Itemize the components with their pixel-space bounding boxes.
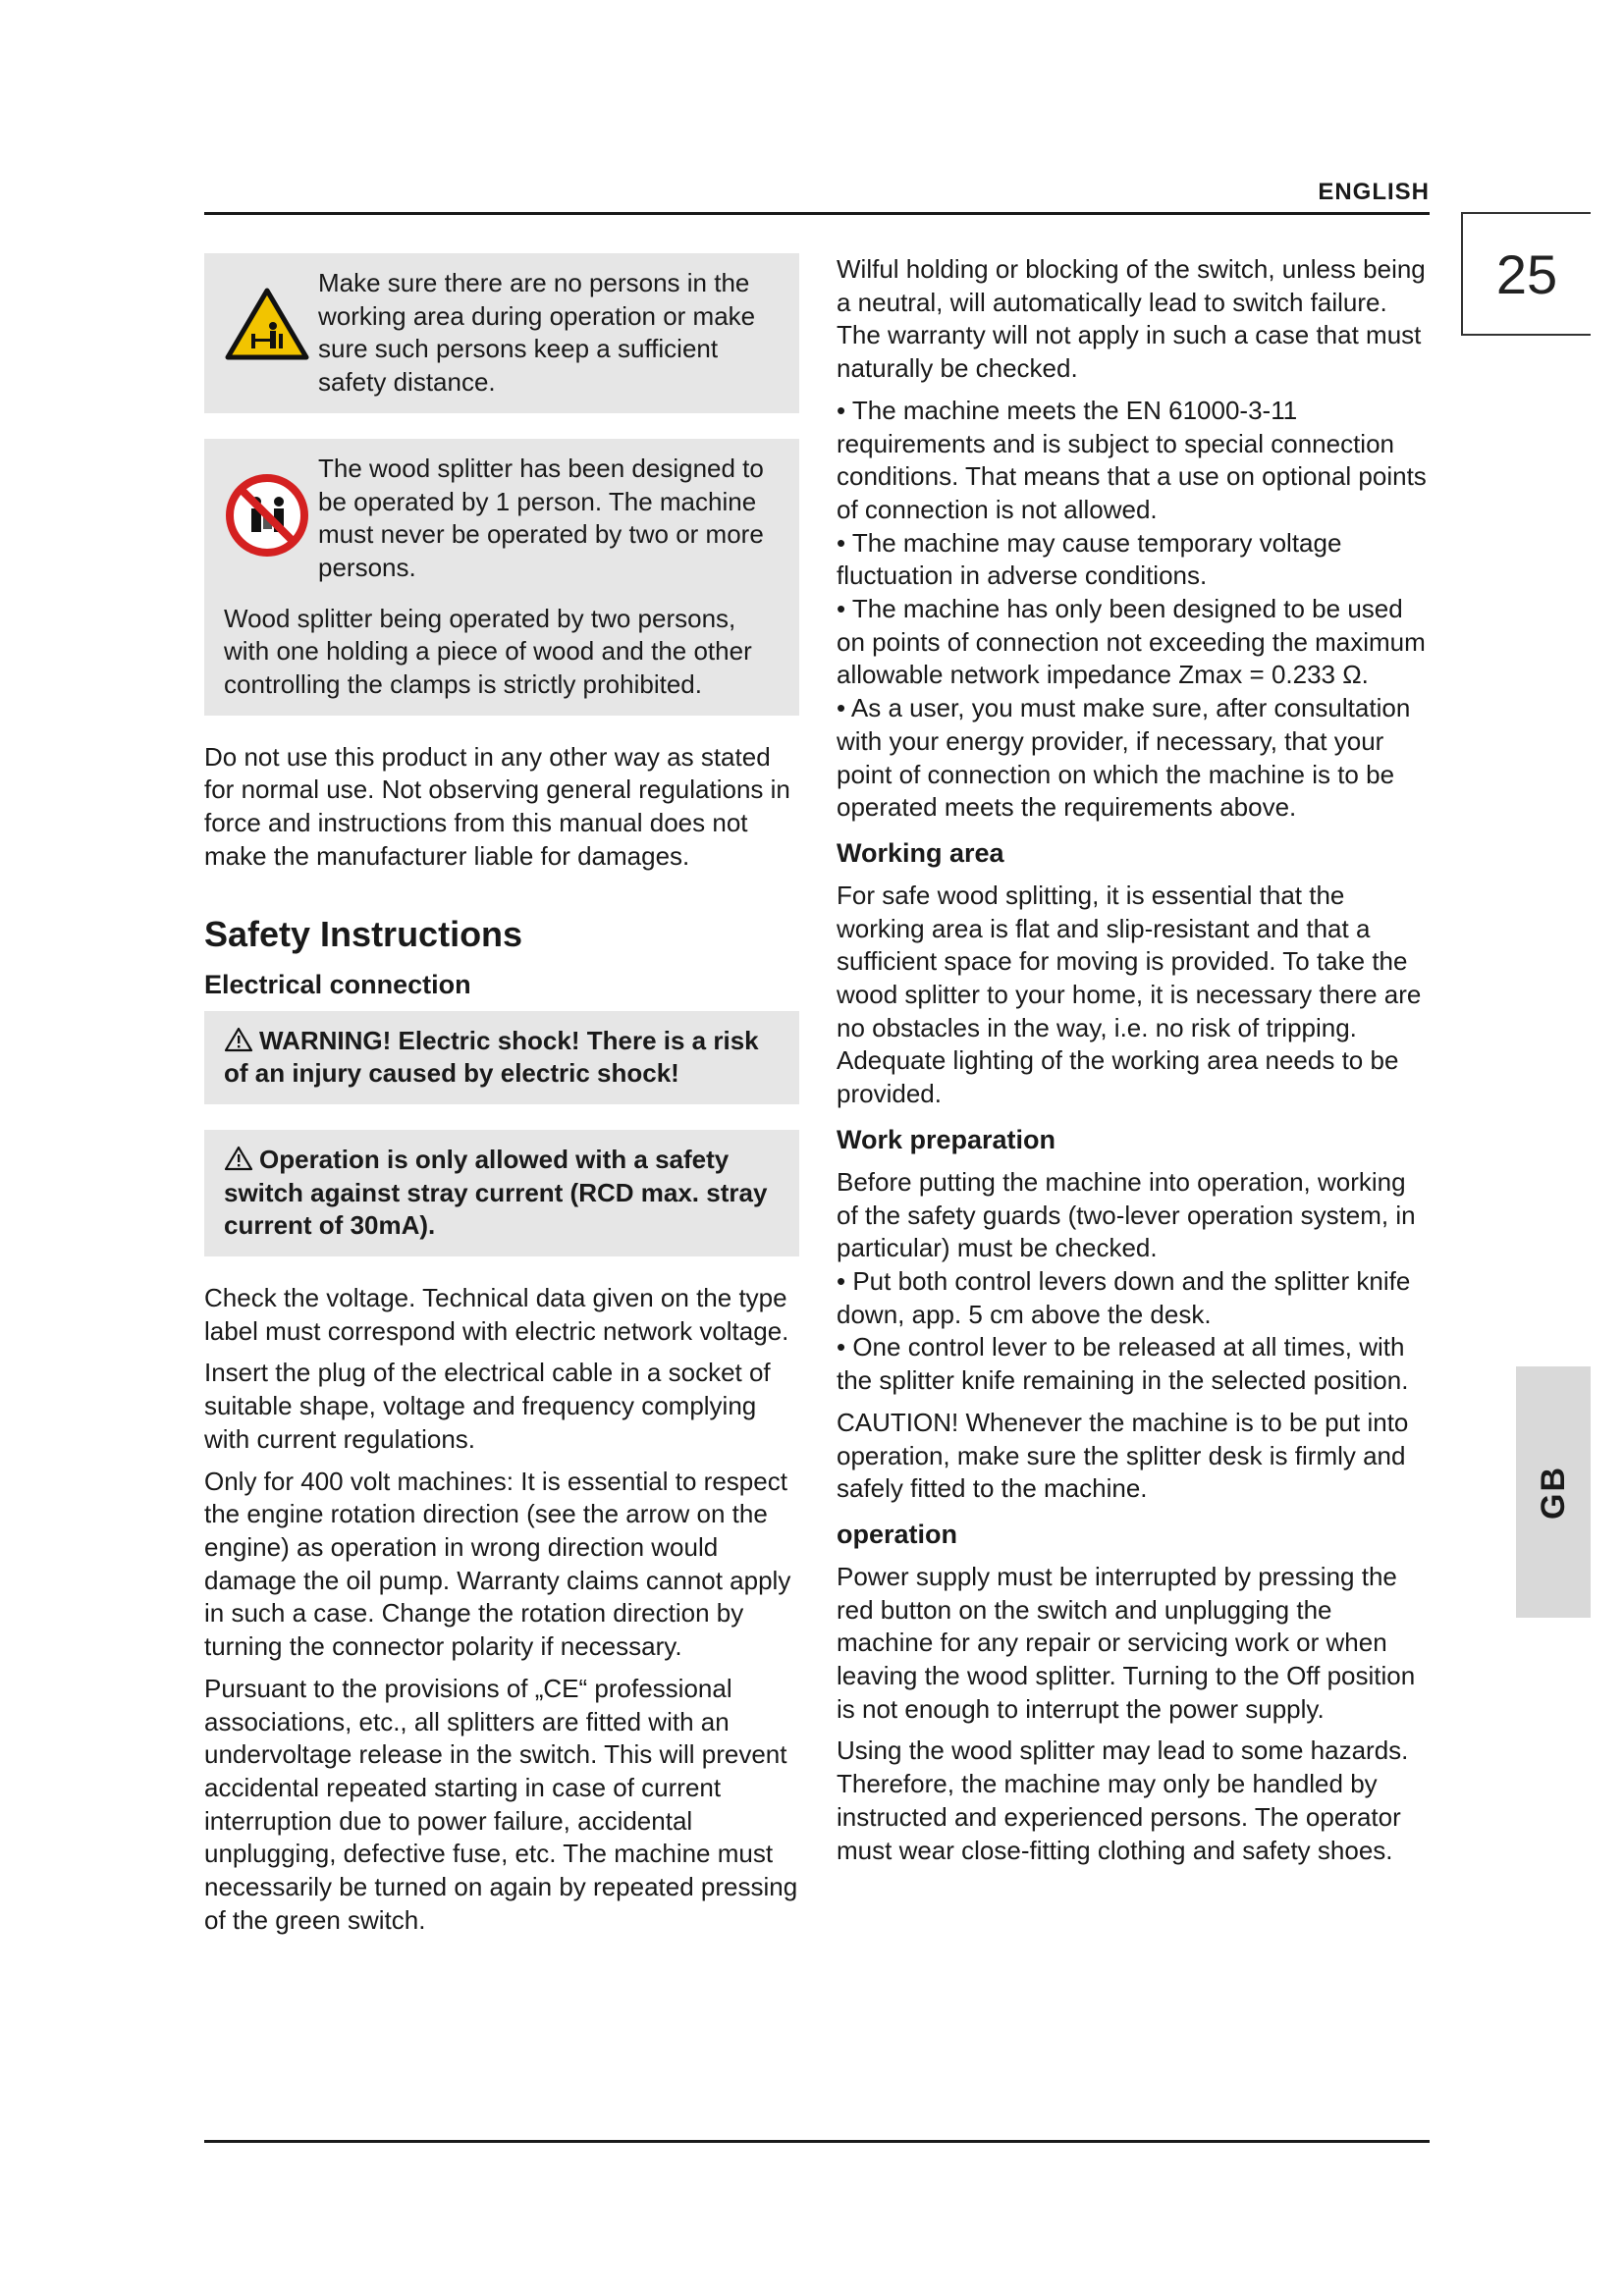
warning-persons-triangle-icon <box>224 287 310 373</box>
header-rule <box>204 212 1430 215</box>
heading-safety-instructions: Safety Instructions <box>204 913 523 954</box>
prohibition-box-text: The wood splitter has been designed to be operated by 1 person. The machine must never be operated by two or more persons. <box>318 453 764 582</box>
prohibition-box-two-persons <box>204 439 799 716</box>
warning-box-persons-text: Make sure there are no persons in the working area during operation or make sure such persons keep a sufficient safety distance. <box>318 268 756 398</box>
list-item: • One control lever to be released at all times, with the splitter knife remaining in the selected position. <box>837 1332 1409 1396</box>
subheading-working-area: Working area <box>837 837 1004 868</box>
list-item: • The machine has only been designed to be used on points of connection not exceeding the maximum allowable network impedance Zmax = 0.233 Ω. <box>837 594 1426 690</box>
left-column <box>204 253 799 1946</box>
caution-triangle-icon <box>224 1146 253 1171</box>
subheading-electrical-connection: Electrical connection <box>204 969 471 999</box>
footer-rule <box>204 2140 1430 2143</box>
paragraph-normal-use: Do not use this product in any other way as stated for normal use. Not observing general regulations in force and instructions from this manual does not make the manufacturer liable for damages. <box>204 741 790 871</box>
language-side-tab-label: GB <box>1534 1465 1572 1520</box>
list-item: • Put both control levers down and the splitter knife down, app. 5 cm above the desk. <box>837 1265 1411 1329</box>
warning-box-rcd <box>204 1130 799 1256</box>
list-work-preparation <box>837 1265 1430 1398</box>
warning-rcd <box>224 1144 780 1243</box>
page-number: 25 <box>1461 214 1591 336</box>
prohibition-box-subtext: Wood splitter being operated by two persons, with one holding a piece of wood and the other controlling the clamps is strictly prohibited. <box>224 603 752 700</box>
header-language: ENGLISH <box>1318 179 1430 205</box>
paragraph-work-preparation: Before putting the machine into operation, working of the safety guards (two-lever operation system, in particular) must be checked. <box>837 1166 1416 1263</box>
paragraph-400-volt: Only for 400 volt machines: It is essential to respect the engine rotation direction (see the arrow on the engine) as operation in wrong direction would damage the oil pump. Warranty claims cannot apply in such a case. Change the rotation direction by turning the connector polarity if necessary. <box>204 1466 791 1662</box>
list-en-requirements <box>837 395 1430 825</box>
paragraph-wilful-holding: Wilful holding or blocking of the switch, unless being a neutral, will automatically lead to switch failure. The warranty will not apply in such a case that must naturally be checked. <box>837 254 1426 384</box>
warning-rcd-text: Operation is only allowed with a safety switch against stray current (RCD max. stray current of 30mA). <box>224 1144 768 1241</box>
paragraph-ce-provisions: Pursuant to the provisions of „CE“ professional associations, etc., all splitters are fitted with an undervoltage release in the switch. This will prevent accidental repeated starting in case of current interruption due to power failure, accidental unplugging, defective fuse, etc. The machine must necessarily be turned on again by repeated pressing of the green switch. <box>204 1673 798 1935</box>
list-item: • The machine may cause temporary voltage fluctuation in adverse conditions. <box>837 527 1342 591</box>
paragraph-insert-plug: Insert the plug of the electrical cable in a socket of suitable shape, voltage and frequency complying with current regulations. <box>204 1358 771 1454</box>
paragraph-hazards: Using the wood splitter may lead to some hazards. Therefore, the machine may only be handled by instructed and experienced persons. The operator must wear close-fitting clothing and safety shoes. <box>837 1735 1409 1865</box>
warning-box-persons <box>204 253 799 413</box>
paragraph-caution: CAUTION! Whenever the machine is to be put into operation, make sure the splitter desk is firmly and safely fitted to the machine. <box>837 1407 1409 1504</box>
list-item: • The machine meets the EN 61000-3-11 requirements and is subject to special connection conditions. That means that a use on optional points of connection is not allowed. <box>837 395 1427 524</box>
prohibition-two-persons-icon <box>224 472 310 559</box>
warning-electric-shock-text: WARNING! Electric shock! There is a risk of an injury caused by electric shock! <box>224 1025 759 1089</box>
paragraph-power-supply: Power supply must be interrupted by pressing the red button on the switch and unplugging the machine for any repair or servicing work or when leaving the wood splitter. Turning to the Off position is not enough to interrupt the power supply. <box>837 1561 1416 1724</box>
caution-triangle-icon <box>224 1027 253 1052</box>
paragraph-working-area: For safe wood splitting, it is essential that the working area is flat and slip-resistant and that a sufficient space for moving is provided. To take the wood splitter to your home, it is necessary there are no obstacles in the way, i.e. no risk of tripping. Adequate lighting of the working area needs to be provided. <box>837 880 1422 1109</box>
subheading-operation: operation <box>837 1519 958 1549</box>
list-item: • As a user, you must make sure, after consultation with your energy provider, if necessary, that your point of connection on which the machine is to be operated meets the requirements above. <box>837 693 1411 823</box>
subheading-work-preparation: Work preparation <box>837 1124 1056 1154</box>
paragraph-check-voltage: Check the voltage. Technical data given on the type label must correspond with electric network voltage. <box>204 1283 789 1346</box>
language-side-tab <box>1516 1366 1591 1618</box>
right-column <box>837 253 1430 1876</box>
warning-box-electric-shock <box>204 1011 799 1104</box>
warning-electric-shock <box>224 1025 780 1091</box>
